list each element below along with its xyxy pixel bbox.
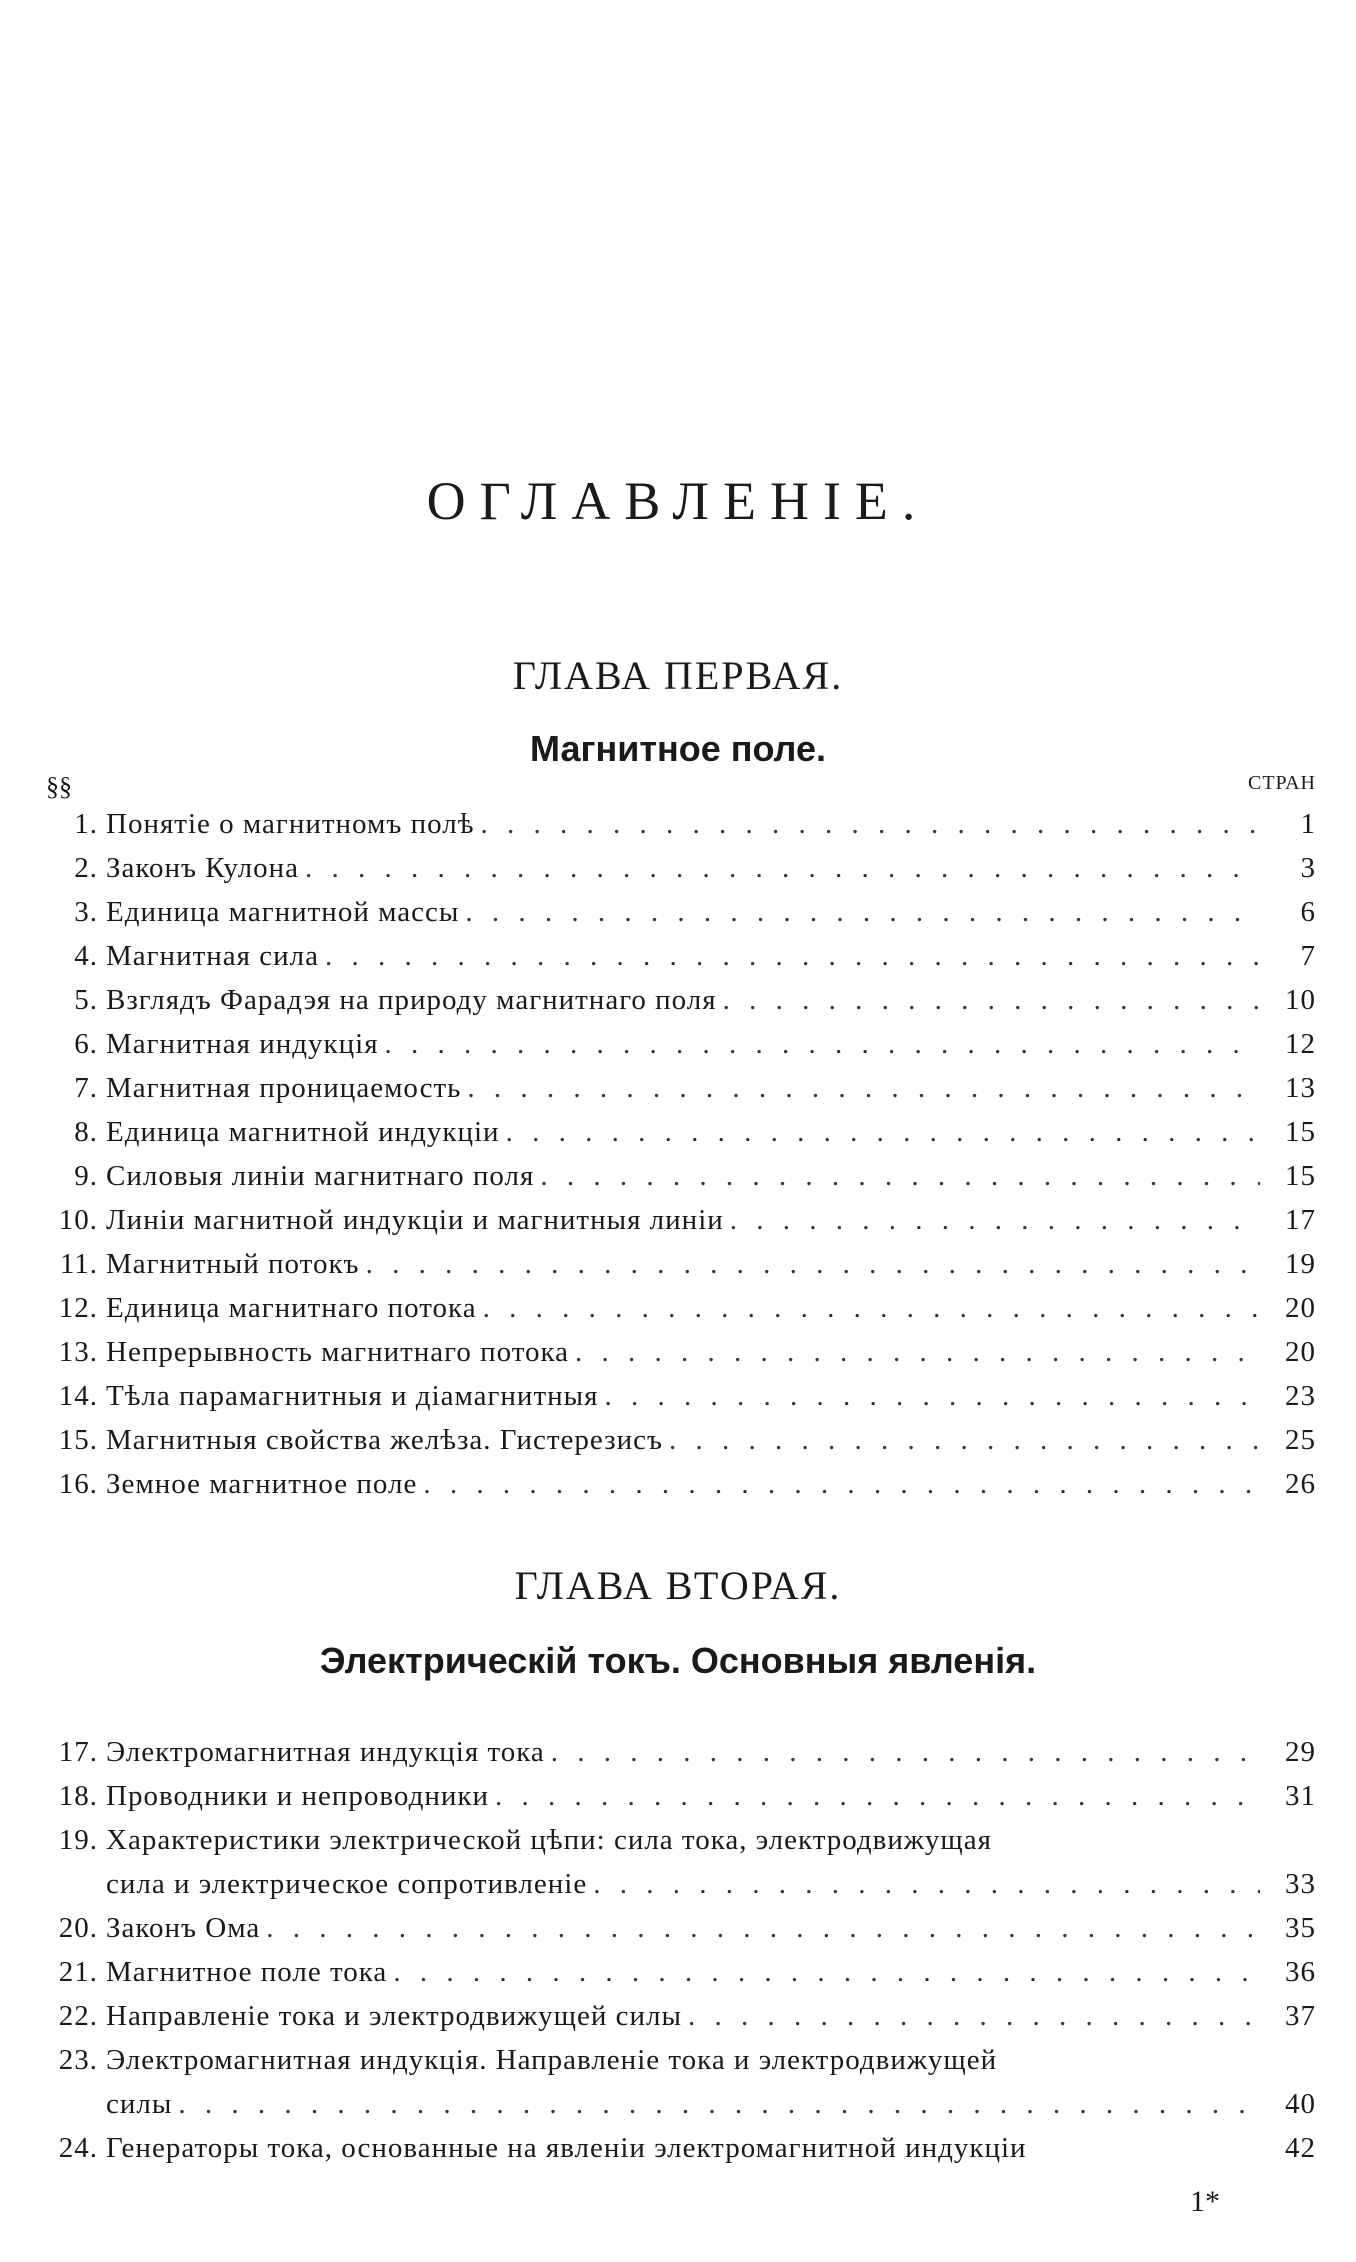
toc-entry[interactable]: [36, 852, 1316, 896]
leader-dots: [593, 1868, 1260, 1901]
leader-dots: [366, 1248, 1260, 1281]
entry-number: 7.: [74, 1072, 98, 1104]
entry-number: 19.: [58, 1824, 98, 1856]
entry-page: 6: [1300, 896, 1316, 928]
leader-dots: [669, 1424, 1260, 1457]
entry-title: Законъ Кулона: [106, 852, 300, 884]
entry-number: 2.: [74, 852, 98, 884]
leader-dots: [540, 1160, 1260, 1193]
entry-title: Тѣла парамагнитныя и діамагнитныя: [106, 1380, 599, 1412]
leader-dots: [178, 2088, 1260, 2121]
entry-number: 5.: [74, 984, 98, 1016]
entry-page: 10: [1285, 984, 1316, 1016]
entry-number: 3.: [74, 896, 98, 928]
entry-page: 25: [1285, 1424, 1316, 1456]
entry-number: 14.: [58, 1380, 98, 1412]
entry-page: 36: [1285, 1956, 1316, 1988]
entry-page: 7: [1300, 940, 1316, 972]
entry-number: 9.: [74, 1160, 98, 1192]
toc-entry[interactable]: [36, 1292, 1316, 1336]
entry-page: 15: [1285, 1116, 1316, 1148]
toc-entry[interactable]: [36, 1912, 1316, 1956]
leader-dots: [604, 1380, 1260, 1413]
toc-entry[interactable]: [36, 1380, 1316, 1424]
entry-title: Земное магнитное поле: [106, 1468, 418, 1500]
toc-entry[interactable]: [36, 1160, 1316, 1204]
entry-title: Электромагнитная индукція тока: [106, 1736, 545, 1768]
entry-page: 31: [1285, 1780, 1316, 1812]
entry-page: 37: [1285, 2000, 1316, 2032]
chapter-1-entries: [36, 808, 1316, 1512]
entry-number: 18.: [58, 1780, 98, 1812]
entry-number: 20.: [58, 1912, 98, 1944]
entry-page: 15: [1285, 1160, 1316, 1192]
leader-dots: [423, 1468, 1260, 1501]
entry-number: 8.: [74, 1116, 98, 1148]
entry-title: Понятіе о магнитномъ полѣ: [106, 808, 475, 840]
entry-title: Направленіе тока и электродвижущей силы: [106, 2000, 682, 2032]
entry-title: Электромагнитная индукція. Направленіе тока и электродвижущей: [106, 2044, 998, 2076]
leader-dots: [551, 1736, 1260, 1769]
entry-title: Законъ Ома: [106, 1912, 261, 1944]
chapter-1-subtitle: Магнитное поле.: [530, 728, 826, 769]
entry-title: Магнитная индукція: [106, 1028, 379, 1060]
entry-page: 42: [1285, 2132, 1316, 2164]
leader-dots: [385, 1028, 1260, 1061]
leader-dots: [467, 1072, 1260, 1105]
entry-title-continuation: сила и электрическое сопротивленіе: [106, 1868, 588, 1900]
chapter-2-heading: ГЛАВА ВТОРАЯ.: [514, 1563, 842, 1608]
entry-title: Непрерывность магнитнаго потока: [106, 1336, 570, 1368]
entry-number: 4.: [74, 940, 98, 972]
section-column-header: §§: [46, 772, 72, 801]
entry-page: 19: [1285, 1248, 1316, 1280]
entry-page: 13: [1285, 1072, 1316, 1104]
entry-page: 17: [1285, 1204, 1316, 1236]
entry-page: 26: [1285, 1468, 1316, 1500]
signature-mark: 1*: [1190, 2185, 1220, 2218]
leader-dots: [393, 1956, 1260, 1989]
entry-title: Проводники и непроводники: [106, 1780, 489, 1812]
entry-number: 13.: [58, 1336, 98, 1368]
entry-page: 20: [1285, 1336, 1316, 1368]
entry-page: 23: [1285, 1380, 1316, 1412]
entry-number: 15.: [58, 1424, 98, 1456]
leader-dots: [305, 852, 1260, 885]
leader-dots: [483, 1292, 1260, 1325]
entry-title: Единица магнитнаго потока: [106, 1292, 477, 1324]
entry-title: Линіи магнитной индукціи и магнитныя линіи: [106, 1204, 724, 1236]
toc-entry[interactable]: [36, 896, 1316, 940]
entry-title: Магнитная сила: [106, 940, 319, 972]
leader-dots: [480, 808, 1260, 841]
entry-number: 16.: [58, 1468, 98, 1500]
toc-entry[interactable]: [36, 1468, 1316, 1512]
entry-number: 1.: [74, 808, 98, 840]
entry-number: 23.: [58, 2044, 98, 2076]
toc-entry[interactable]: [36, 2000, 1316, 2044]
entry-page: 1: [1300, 808, 1316, 840]
toc-entry[interactable]: [36, 808, 1316, 852]
entry-title: Силовыя линіи магнитнаго поля: [106, 1160, 535, 1192]
entry-title: Характеристики электрической цѣпи: сила тока, электродвижущая: [106, 1824, 992, 1856]
entry-page: 29: [1285, 1736, 1316, 1768]
toc-entry[interactable]: [36, 1736, 1316, 1780]
toc-entry[interactable]: [36, 1028, 1316, 1072]
toc-entry[interactable]: [36, 984, 1316, 1028]
leader-dots: [266, 1912, 1260, 1945]
entry-page: 35: [1285, 1912, 1316, 1944]
entry-number: 10.: [58, 1204, 98, 1236]
entry-page: 40: [1285, 2088, 1316, 2120]
leader-dots: [325, 940, 1260, 973]
toc-entry[interactable]: [36, 1072, 1316, 1116]
toc-entry[interactable]: [36, 940, 1316, 984]
entry-title: Магнитныя свойства желѣза. Гистерезисъ: [106, 1424, 663, 1456]
toc-entry[interactable]: [36, 1116, 1316, 1160]
entry-number: 22.: [58, 2000, 98, 2032]
page-title: ОГЛАВЛЕНІЕ.: [426, 471, 930, 531]
toc-entry[interactable]: [36, 1780, 1316, 1824]
entry-title: Взглядъ Фарадэя на природу магнитнаго поля: [106, 984, 717, 1016]
chapter-1-heading: ГЛАВА ПЕРВАЯ.: [512, 653, 844, 698]
leader-dots: [465, 896, 1260, 929]
toc-entry[interactable]: [36, 2044, 1316, 2132]
entry-page: 20: [1285, 1292, 1316, 1324]
leader-dots: [723, 984, 1260, 1017]
toc-entry[interactable]: [36, 1204, 1316, 1248]
chapter-2-subtitle: Электрическій токъ. Основныя явленія.: [319, 1640, 1037, 1681]
entry-page: 33: [1285, 1868, 1316, 1900]
entry-number: 12.: [58, 1292, 98, 1324]
entry-title: Генераторы тока, основанные на явленіи электромагнитной индукціи: [106, 2132, 1027, 2164]
entry-page: 3: [1300, 852, 1316, 884]
entry-number: 21.: [58, 1956, 98, 1988]
toc-entry[interactable]: [36, 1424, 1316, 1468]
leader-dots: [495, 1780, 1260, 1813]
entry-title: Магнитное поле тока: [106, 1956, 388, 1988]
leader-dots: [688, 2000, 1260, 2033]
entry-number: 6.: [74, 1028, 98, 1060]
entry-title: Магнитная проницаемость: [106, 1072, 462, 1104]
entry-number: 24.: [58, 2132, 98, 2164]
entry-page: 12: [1285, 1028, 1316, 1060]
toc-entry[interactable]: [36, 1824, 1316, 1912]
entry-number: 17.: [58, 1736, 98, 1768]
leader-dots: [730, 1204, 1260, 1237]
toc-entry[interactable]: [36, 1336, 1316, 1380]
entry-title: Единица магнитной индукціи: [106, 1116, 500, 1148]
entry-title: Магнитный потокъ: [106, 1248, 360, 1280]
toc-entry[interactable]: [36, 2132, 1316, 2176]
entry-title: Единица магнитной массы: [106, 896, 460, 928]
toc-entry[interactable]: [36, 1248, 1316, 1292]
leader-dots: [575, 1336, 1260, 1369]
leader-dots: [506, 1116, 1260, 1149]
page-column-header: СТРАН: [1247, 772, 1316, 794]
toc-entry[interactable]: [36, 1956, 1316, 2000]
chapter-2-entries: [36, 1736, 1316, 2176]
entry-title-continuation: силы: [106, 2088, 173, 2120]
entry-number: 11.: [59, 1248, 98, 1280]
